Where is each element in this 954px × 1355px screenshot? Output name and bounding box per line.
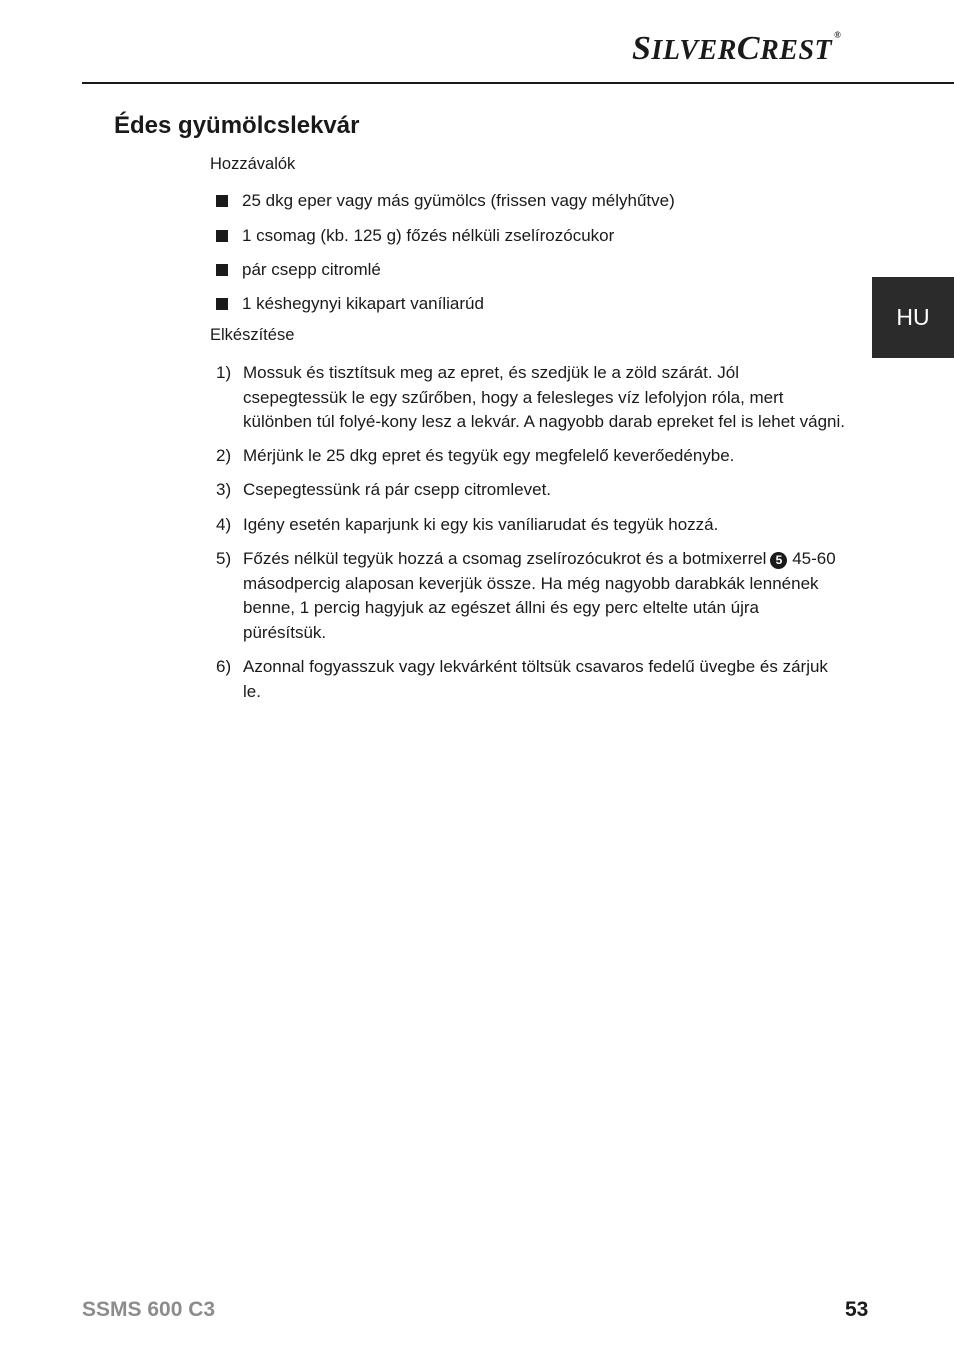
step-item — [216, 478, 846, 503]
model-number: SSMS 600 C3 — [82, 1298, 216, 1321]
ingredient-item: 1 késhegynyi kikapart vaníliarúd — [216, 294, 484, 314]
header-rule — [82, 82, 954, 84]
page-title: Édes gyümölcslekvár — [114, 112, 360, 139]
ingredients-heading: Hozzávalók — [210, 155, 296, 173]
step-item — [216, 513, 846, 538]
step-item — [216, 547, 846, 646]
brand-logo: SILVERCREST ® — [632, 30, 842, 67]
page-number: 53 — [845, 1298, 869, 1321]
step-number: 5) — [216, 549, 232, 568]
step-text: Főzés nélkül tegyük hozzá a csomag zselírozócukrot és a botmixerrel 5 45-60 másodpercig alaposan keverjük össze. Ha még nagyobb darabkák lennének benne, 1 percig hagyjuk az egészet állni és egy perc eltelte után újra pürésítsük. — [243, 549, 836, 643]
step-number: 3) — [216, 480, 232, 499]
step-text: Csepegtessünk rá pár csepp citromlevet. — [243, 480, 552, 499]
ingredient-item: 25 dkg eper vagy más gyümölcs (frissen vagy mélyhűtve) — [216, 191, 675, 211]
step-number: 4) — [216, 515, 232, 534]
bullet-square-icon — [216, 195, 228, 207]
step-item — [216, 655, 846, 704]
bullet-square-icon — [216, 298, 228, 310]
step-number: 2) — [216, 446, 232, 465]
step-text: Mossuk és tisztítsuk meg az epret, és szedjük le a zöld szárát. Jól csepegtessük le egy szűrőben, hogy a felesleges víz lefolyjon róla, mert különben túl folyé-kony lesz a lekvár. A nagyobb darab epreket fel is lehet vágni. — [243, 363, 845, 432]
step-item — [216, 444, 846, 469]
registered-mark: ® — [834, 30, 842, 40]
preparation-heading: Elkészítése — [210, 326, 295, 344]
ingredient-item: 1 csomag (kb. 125 g) főzés nélküli zselírozócukor — [216, 226, 614, 246]
bullet-square-icon — [216, 230, 228, 242]
reference-number-icon: 5 — [770, 552, 787, 569]
language-tab: HU — [872, 277, 954, 358]
ingredient-item: pár csepp citromlé — [216, 260, 381, 280]
step-text: Azonnal fogyasszuk vagy lekvárként töltsük csavaros fedelű üvegbe és zárjuk le. — [243, 657, 828, 701]
step-number: 6) — [216, 657, 232, 676]
step-number: 1) — [216, 363, 232, 382]
step-item — [216, 361, 846, 435]
step-text: Igény esetén kaparjunk ki egy kis vaníliarudat és tegyük hozzá. — [243, 515, 719, 534]
step-text: Mérjünk le 25 dkg epret és tegyük egy megfelelő keverőedénybe. — [243, 446, 735, 465]
bullet-square-icon — [216, 264, 228, 276]
